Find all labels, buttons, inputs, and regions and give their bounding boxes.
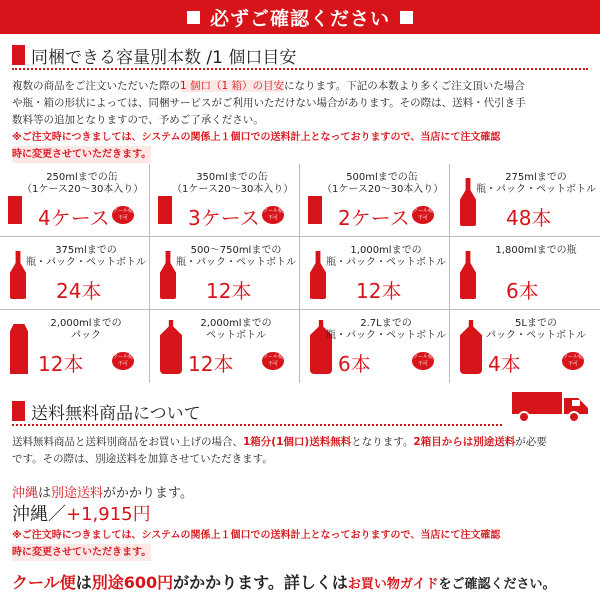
okinawa-price-line: 沖縄／+1,915円 — [12, 504, 151, 525]
bottle-icon — [460, 251, 476, 299]
capacity-count: 48本 — [506, 206, 552, 230]
square-icon — [187, 11, 200, 24]
free-shipping-description: 送料無料商品と送料別商品をお買い上げの場合、1箱分(1個口)送料無料となります。2箱目からは別途送料が必要 です。その際は、別途送料を加算させていただきます。 — [12, 436, 547, 465]
capacity-count: 24本 — [56, 279, 102, 303]
capacity-label: 2,000mlまでの パック — [50, 318, 122, 341]
cool-delivery-line: クール便は別途600円がかかります。詳しくはお買い物ガイドをご確認ください。 — [12, 573, 556, 592]
capacity-cell — [150, 310, 300, 383]
capacity-label: 375mlまでの 瓶・パック・ペットボトル — [26, 245, 146, 268]
square-icon — [400, 11, 413, 24]
capacity-count: 3ケース — [188, 206, 260, 230]
section-title: 送料無料商品について — [31, 403, 201, 424]
capacity-count: 12本 — [356, 279, 402, 303]
capacity-cell — [450, 237, 600, 310]
capacity-cell — [150, 237, 300, 310]
can-icon — [158, 196, 172, 224]
no-cool-delivery-badge: クール便不可 — [412, 352, 434, 370]
bottle-icon — [160, 251, 176, 299]
capacity-label: 500〜750mlまでの 瓶・パック・ペットボトル — [176, 245, 296, 268]
capacity-cell — [300, 310, 450, 383]
no-cool-delivery-badge: クール便不可 — [562, 352, 584, 370]
okinawa-line: 沖縄は別途送料がかかります。 — [12, 486, 194, 501]
capacity-count: 12本 — [206, 279, 252, 303]
capacity-cell — [300, 164, 450, 237]
capacity-description: 複数の商品をご注文いただいた際の1 個口（1 箱）の目安になります。下記の本数より多くご注文頂いた場合 や瓶・箱の形状によっては、同梱サービスがご利用いただけない場合があります。その際は、送料・代引き手 数料等の追加となりますので、予めご了承ください。 ※ご注文時につきましては、システムの関係上１個口での送料計上となっておりますので、当店にて注文確認 時に変更させていただきます。 — [12, 78, 592, 163]
heading-bar-icon — [12, 401, 25, 421]
capacity-cell — [0, 164, 150, 237]
banner-title: 必ずご確認ください — [209, 7, 390, 30]
capacity-grid — [0, 164, 600, 384]
capacity-count: 6本 — [338, 352, 371, 376]
capacity-label: 350mlまでの缶 （1ケース20〜30本入り） — [172, 172, 294, 195]
can-icon — [308, 196, 322, 224]
section-heading-free-shipping — [12, 398, 502, 426]
capacity-label: 1,800mlまでの瓶 — [495, 245, 577, 256]
capacity-count: 12本 — [188, 352, 234, 376]
capacity-label: 250mlまでの缶 （1ケース20〜30本入り） — [22, 172, 144, 195]
capacity-cell — [0, 310, 150, 383]
can-icon — [8, 196, 22, 224]
bottle-icon — [310, 251, 326, 299]
capacity-cell — [450, 164, 600, 237]
free-shipping-note: ※ご注文時につきましては、システムの関係上１個口での送料計上となっておりますので、当店にて注文確認 時に変更させていただきます。 — [12, 527, 592, 561]
capacity-label: 1,000mlまでの 瓶・パック・ペットボトル — [326, 245, 446, 268]
no-cool-delivery-badge: クール便不可 — [112, 206, 134, 224]
capacity-label: 500mlまでの缶 （1ケース20〜30本入り） — [322, 172, 444, 195]
capacity-cell — [150, 164, 300, 237]
shopping-guide-link[interactable]: お買い物ガイド — [347, 577, 439, 592]
no-cool-delivery-badge: クール便不可 — [262, 206, 284, 224]
capacity-label: 2.7Lまでの 瓶・パック・ペットボトル — [326, 318, 446, 341]
capacity-label: 2,000mlまでの ペットボトル — [200, 318, 272, 341]
no-cool-delivery-badge: クール便不可 — [112, 352, 134, 370]
truck-icon — [512, 388, 590, 426]
no-cool-delivery-badge: クール便不可 — [412, 206, 434, 224]
capacity-cell — [300, 237, 450, 310]
no-cool-delivery-badge: クール便不可 — [262, 352, 284, 370]
capacity-count: 4本 — [488, 352, 521, 376]
highlight-text: 1 個口（1 箱）の目安 — [180, 80, 285, 92]
bottle-icon — [10, 251, 26, 299]
capacity-count: 2ケース — [338, 206, 410, 230]
capacity-cell — [450, 310, 600, 383]
section-heading-capacity — [12, 42, 588, 70]
bottle-icon — [460, 178, 476, 226]
capacity-label: 5Lまでの パック・ペットボトル — [486, 318, 586, 341]
capacity-count: 12本 — [38, 352, 84, 376]
section-title: 同梱できる容量別本数 /1 個口目安 — [31, 47, 297, 68]
okinawa-price: +1,915円 — [66, 504, 151, 525]
capacity-label: 275mlまでの 瓶・パック・ペットボトル — [476, 172, 596, 195]
notice-banner — [0, 0, 600, 34]
note-line: 時に変更させていただきます。 — [12, 146, 151, 163]
heading-bar-icon — [12, 45, 25, 65]
note-line: ※ご注文時につきましては、システムの関係上１個口での送料計上となっておりますので、当店にて注文確認 — [12, 132, 501, 143]
capacity-count: 4ケース — [38, 206, 110, 230]
capacity-count: 6本 — [506, 279, 539, 303]
capacity-cell — [0, 237, 150, 310]
